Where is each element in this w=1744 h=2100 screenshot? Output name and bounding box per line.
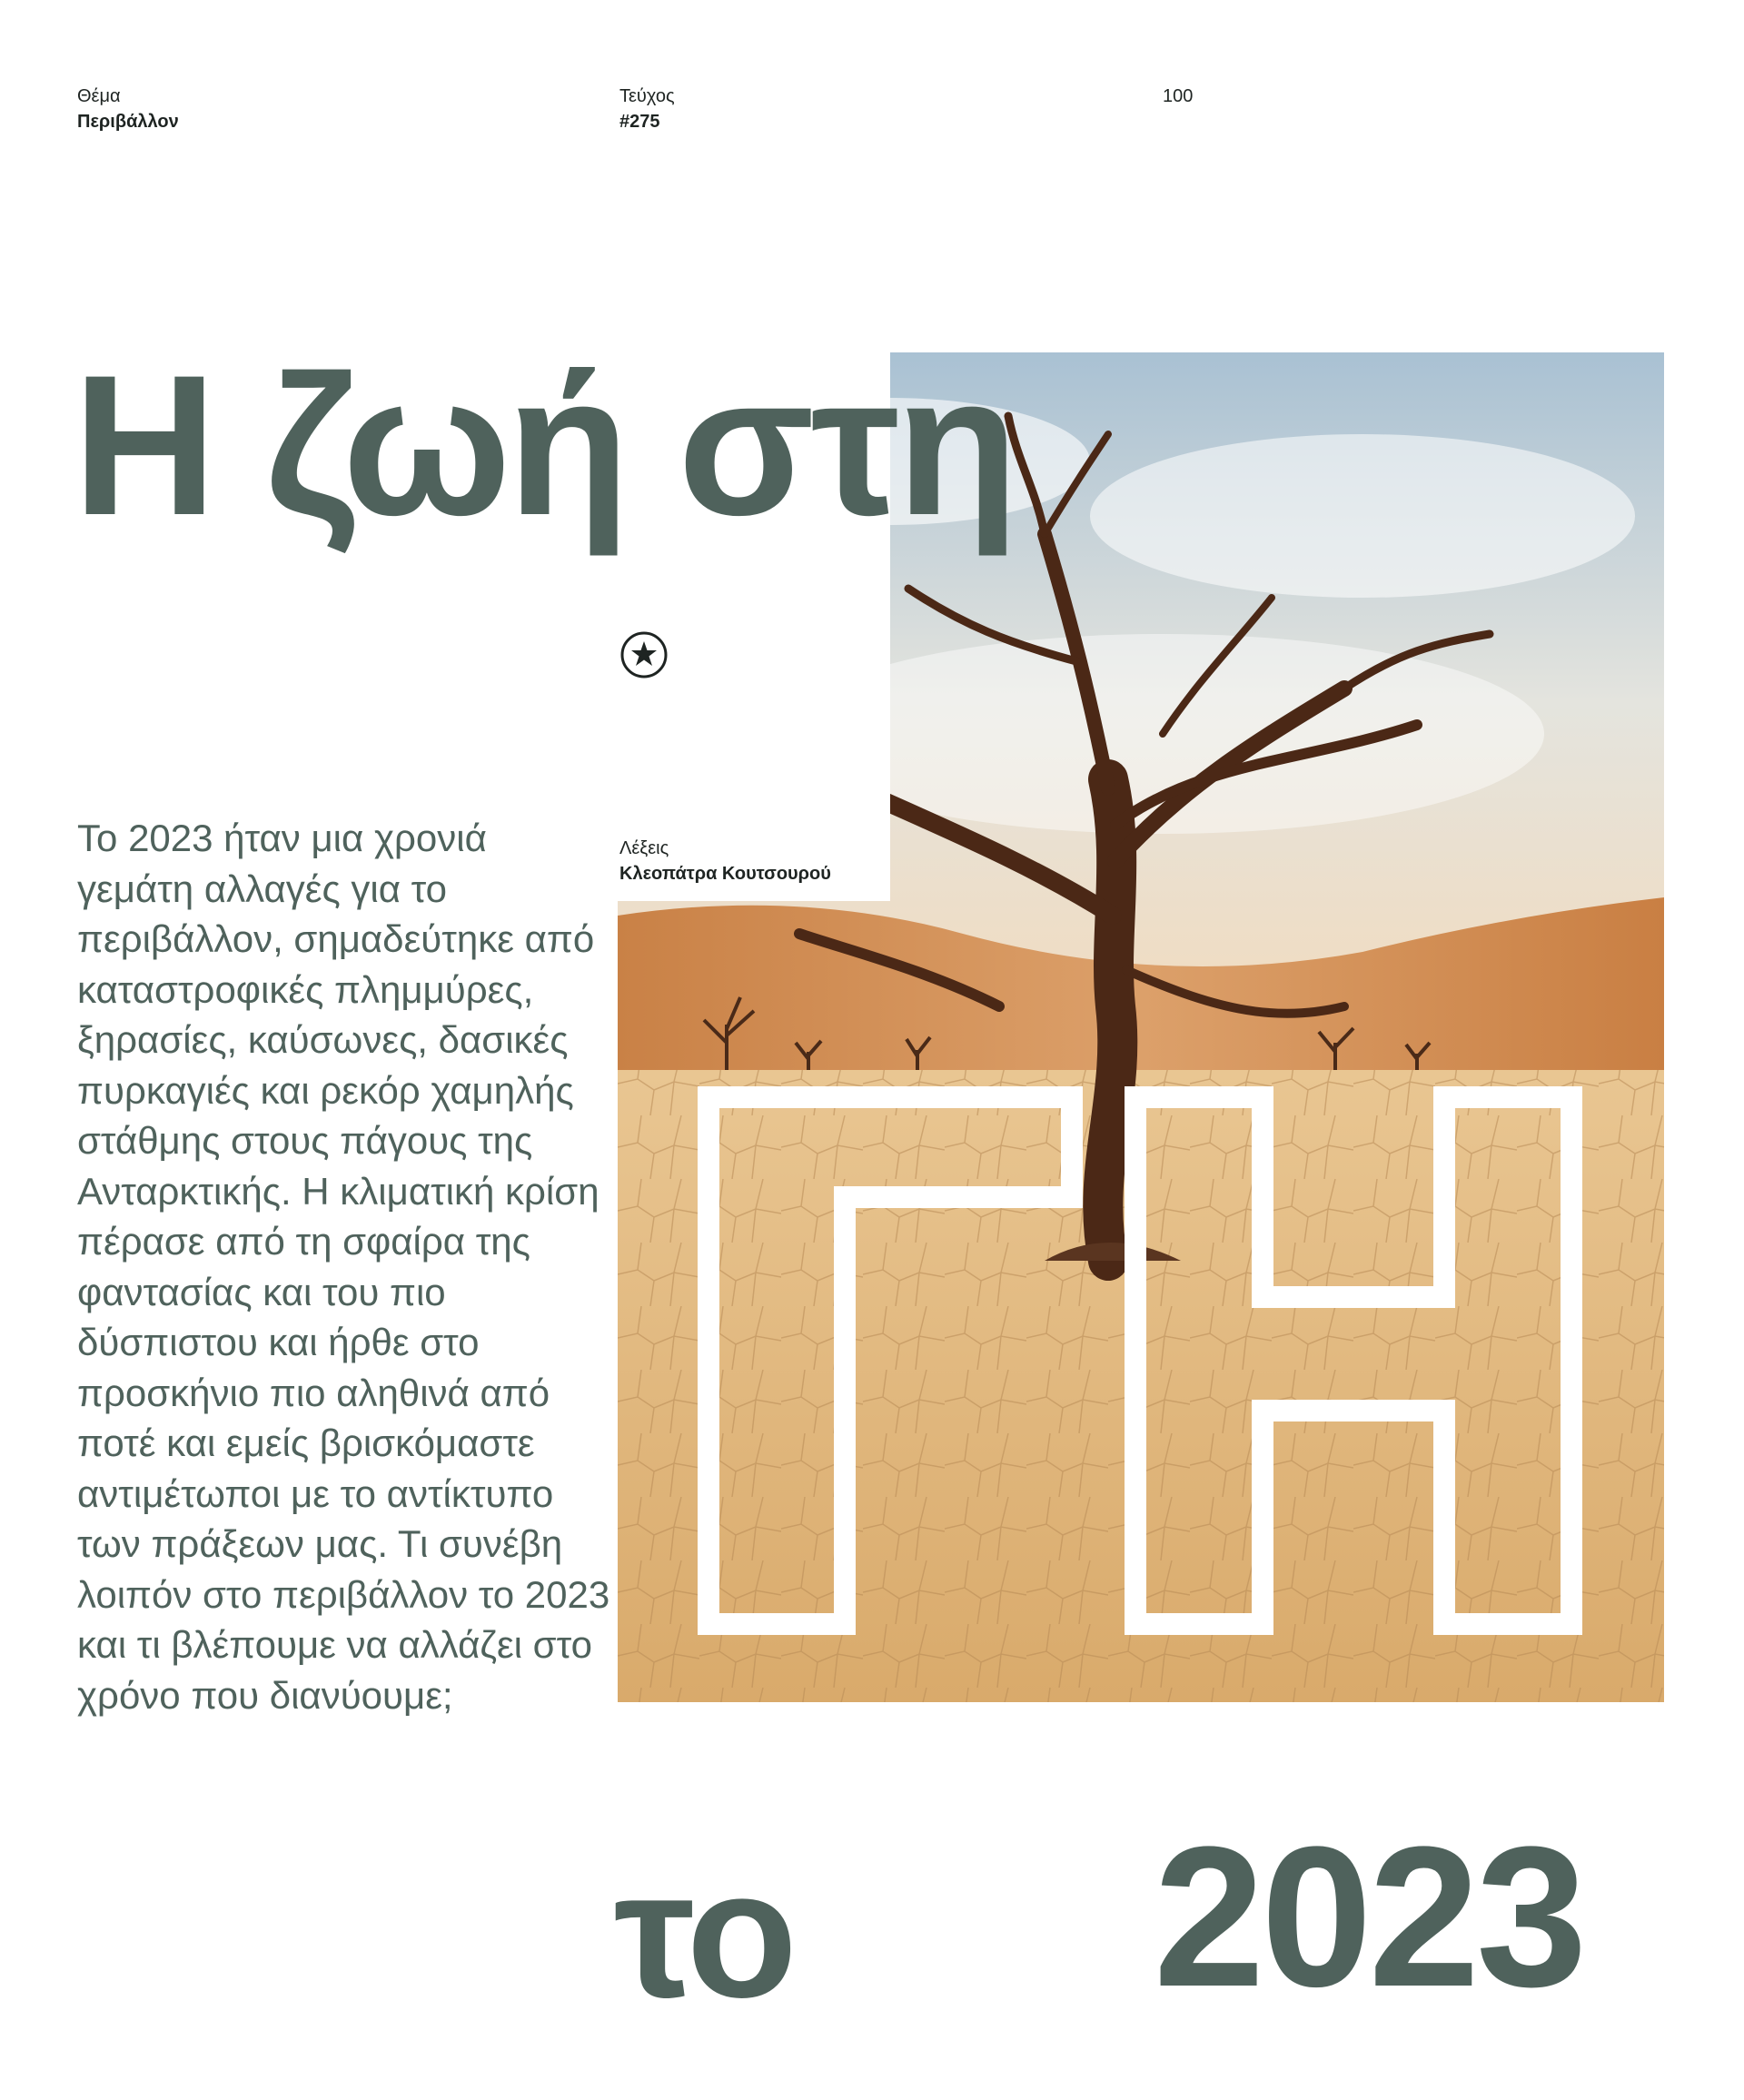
- byline-author: Κλεοπάτρα Κουτσουρού: [619, 864, 831, 884]
- byline: [619, 836, 831, 887]
- letter-eta-outline: [1135, 1097, 1571, 1624]
- page-number-text: 100: [1163, 86, 1194, 106]
- headline-line1: Η ζωή στη: [73, 333, 1016, 557]
- topic-meta: [77, 84, 179, 134]
- issue-value: #275: [619, 112, 660, 132]
- byline-label: Λέξεις: [619, 838, 669, 858]
- topic-label: Θέμα: [77, 86, 121, 106]
- page-number: [1163, 84, 1193, 109]
- issue-label: Τεύχος: [619, 86, 675, 106]
- headline-word-to: το: [614, 1833, 794, 2036]
- topic-value: Περιβάλλον: [77, 112, 179, 132]
- letter-gamma-outline: [708, 1097, 1072, 1624]
- issue-meta: [619, 84, 675, 134]
- headline-year: 2023: [1154, 1805, 1584, 2028]
- lede-paragraph: Το 2023 ήταν μια χρονιά γεμάτη αλλαγές για το περιβάλλον, σημαδεύτηκε από καταστροφικές πλημμύρες, ξηρασίες, καύσωνες, δασικές πυρκαγιές και ρεκόρ χαμηλής στάθμης στους πάγους της Ανταρκτικής. Η κλιματική κρίση πέρασε από τη σφαίρα της φαντασίας και του πιο δύσπιστου και ήρθε στο προσκήνιο πιο αληθινά από ποτέ και εμείς βρισκόμαστε αντιμέτωποι με το αντίκτυπο των πράξεων μας. Τι συνέβη λοιπόν στο περιβάλλον το 2023 και τι βλέπουμε να αλλάζει στο χρόνο που διανύουμε;: [77, 817, 610, 1717]
- star-icon: [619, 630, 669, 679]
